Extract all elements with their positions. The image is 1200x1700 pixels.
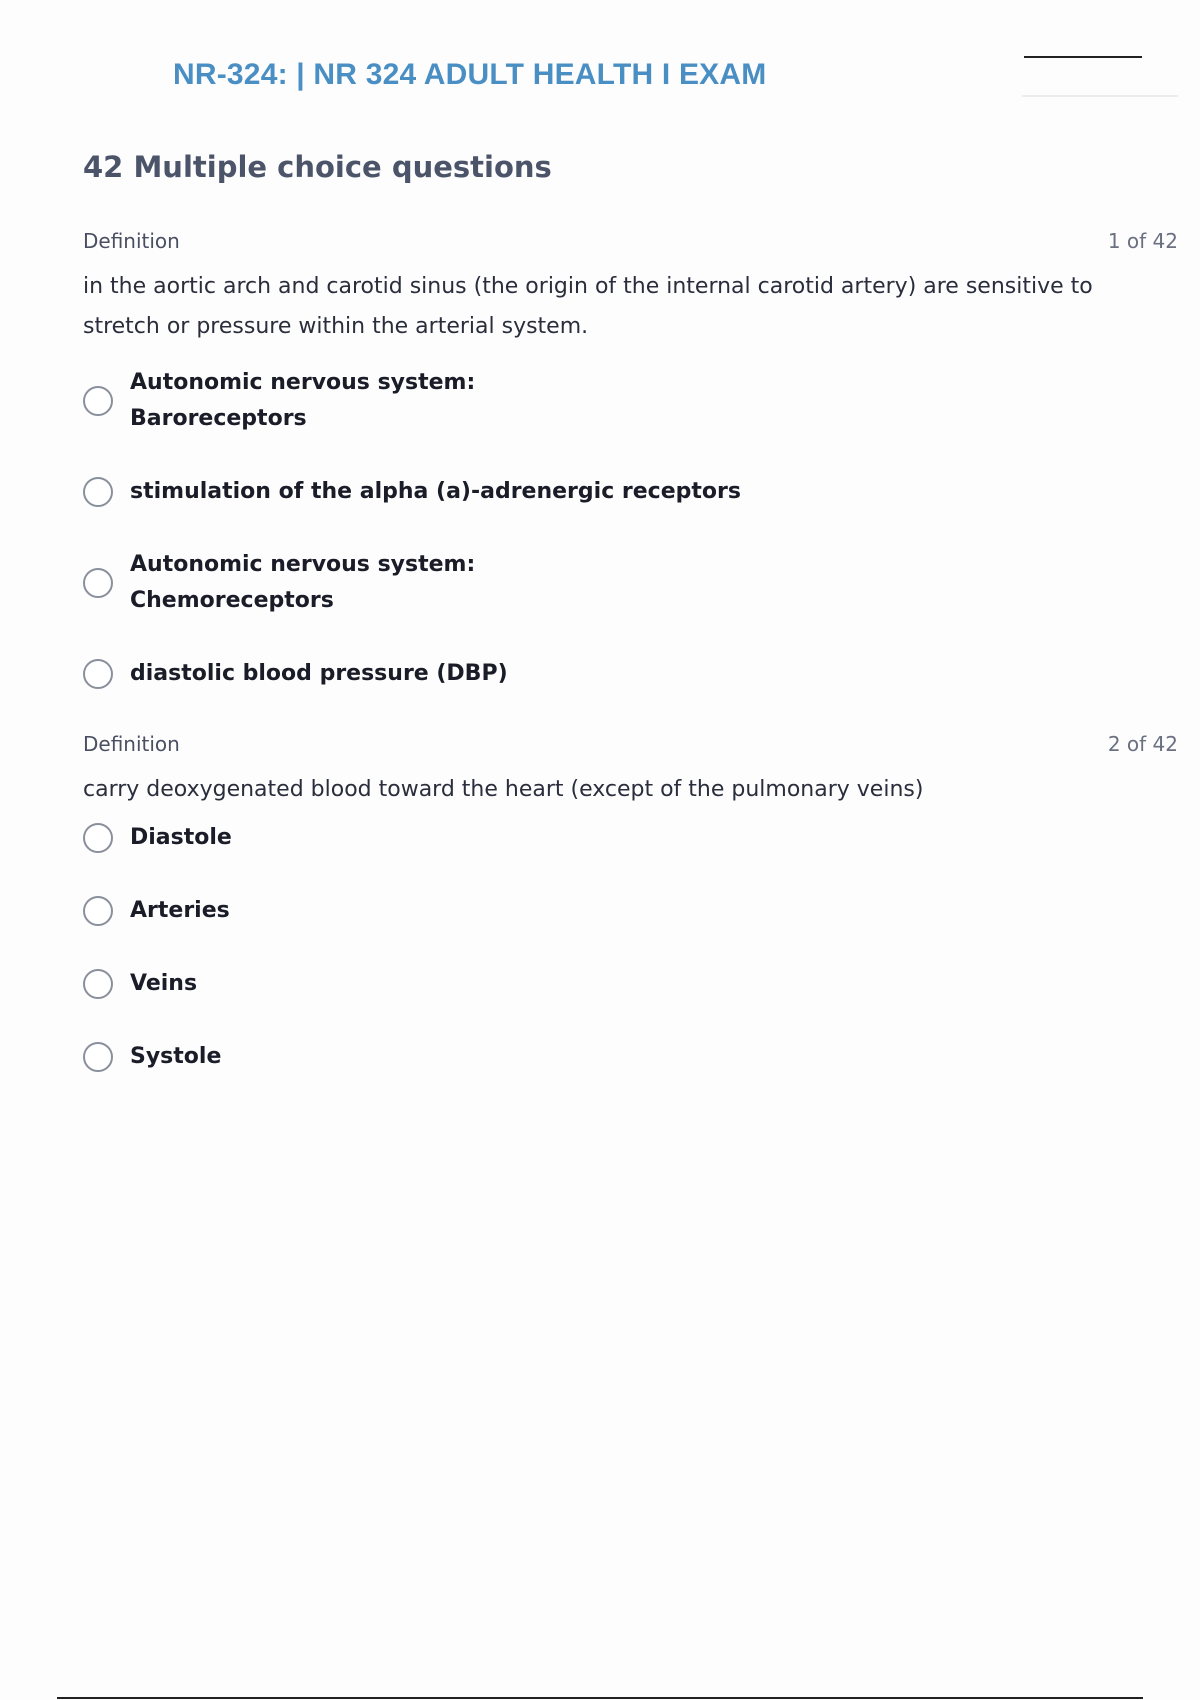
answer-option[interactable]	[83, 365, 1178, 437]
question-label: Definition	[83, 732, 180, 756]
question-counter: 2 of 42	[1107, 732, 1178, 756]
question-text: carry deoxygenated blood toward the heart (except of the pulmonary veins)	[83, 777, 924, 802]
header-rule	[1024, 56, 1142, 58]
option-text: Diastole	[130, 825, 232, 850]
option-text: Chemoreceptors	[130, 588, 334, 613]
question-label: Definition	[83, 229, 180, 253]
radio-button[interactable]	[83, 823, 113, 853]
radio-button[interactable]	[83, 386, 113, 416]
option-text: stimulation of the alpha (a)-adrenergic receptors	[130, 479, 741, 504]
answer-option[interactable]	[83, 820, 1178, 856]
document-title: NR-324: | NR 324 ADULT HEALTH I EXAM	[173, 58, 767, 91]
option-text: Systole	[130, 1044, 222, 1069]
question-counter: 1 of 42	[1107, 229, 1178, 253]
radio-button[interactable]	[83, 659, 113, 689]
answer-options	[83, 365, 1178, 692]
answer-option[interactable]	[83, 474, 1178, 510]
option-text: Autonomic nervous system:	[130, 552, 476, 577]
option-text: Veins	[130, 971, 198, 996]
option-text: Arteries	[130, 898, 230, 923]
radio-button[interactable]	[83, 477, 113, 507]
header-rule-faint	[1022, 95, 1178, 97]
radio-button[interactable]	[83, 969, 113, 999]
answer-option[interactable]	[83, 547, 1178, 619]
option-text: Baroreceptors	[130, 406, 307, 431]
question-card	[83, 732, 1178, 1075]
answer-option[interactable]	[83, 966, 1178, 1002]
page-heading: 42 Multiple choice questions	[83, 150, 552, 184]
footer-rule	[57, 1697, 1143, 1699]
answer-options	[83, 820, 1178, 1075]
radio-button[interactable]	[83, 1042, 113, 1072]
radio-button[interactable]	[83, 896, 113, 926]
radio-button[interactable]	[83, 568, 113, 598]
question-card	[83, 229, 1178, 692]
answer-option[interactable]	[83, 656, 1178, 692]
option-text: Autonomic nervous system:	[130, 370, 476, 395]
option-text: diastolic blood pressure (DBP)	[130, 661, 508, 686]
answer-option[interactable]	[83, 893, 1178, 929]
question-text: in the aortic arch and carotid sinus (the origin of the internal carotid artery) are sensitive to stretch or pressure within the arterial system.	[83, 274, 1093, 339]
answer-option[interactable]	[83, 1039, 1178, 1075]
